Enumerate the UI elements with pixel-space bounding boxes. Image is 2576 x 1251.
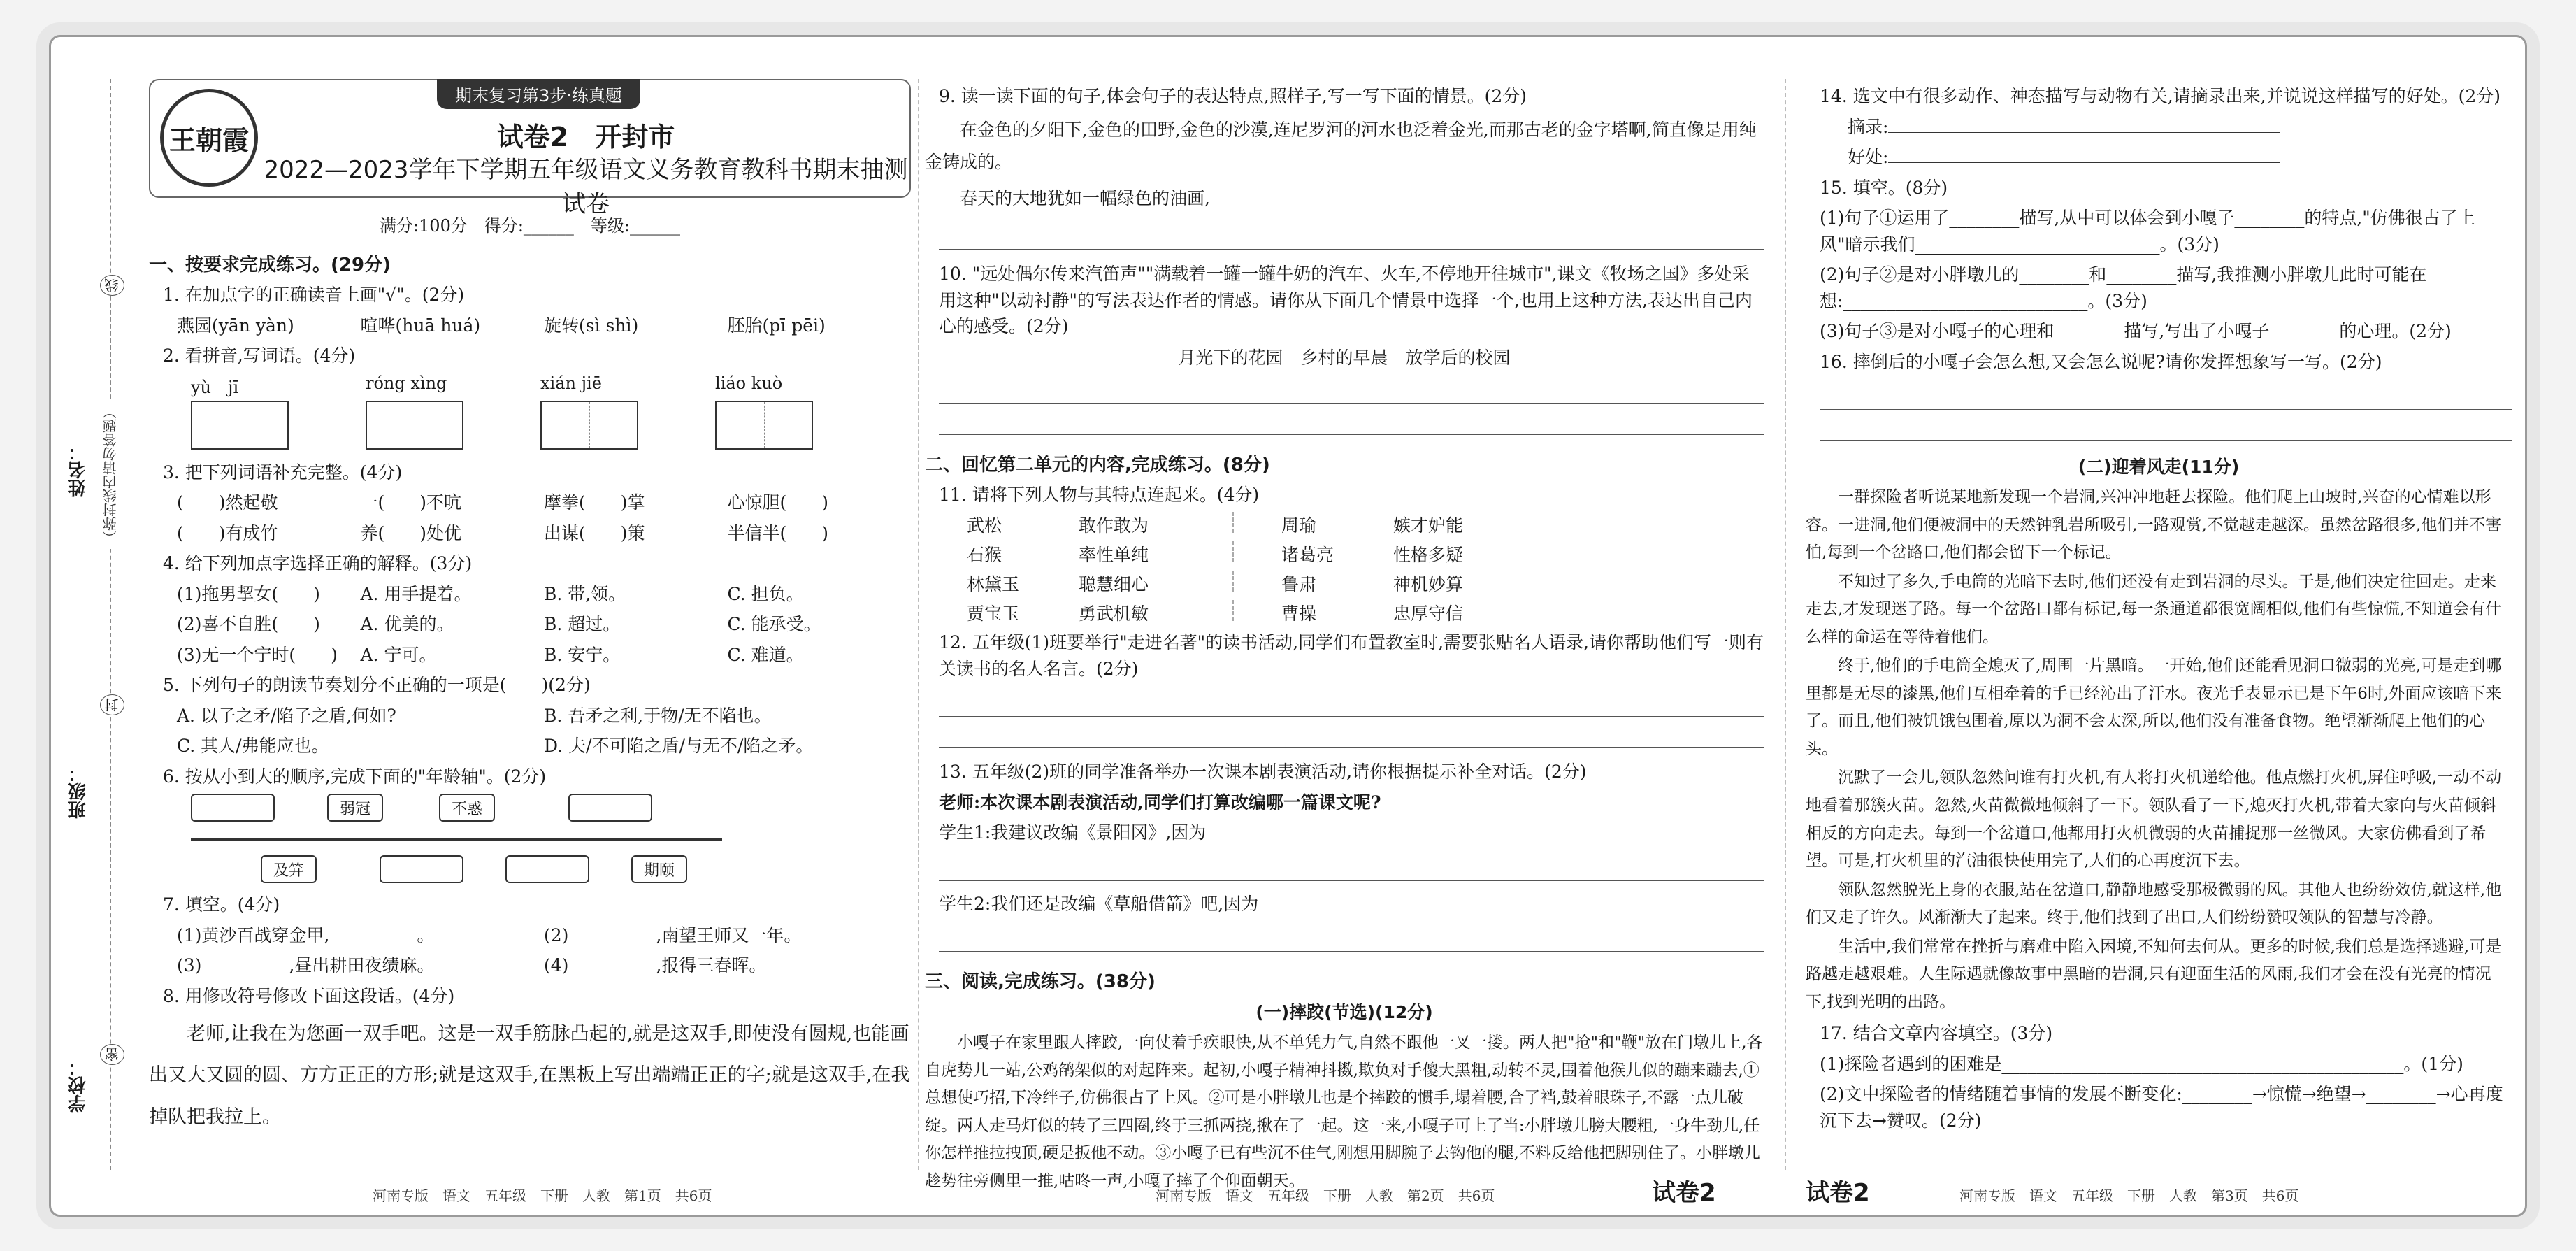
section-heading: 三、阅读,完成练习。(38分)	[925, 971, 1156, 993]
choice-row	[177, 611, 911, 638]
pinyin: xián jiē	[540, 373, 602, 393]
page-footer: 河南专版 语文 五年级 下册 人教 第3页 共6页	[1959, 1187, 2299, 1204]
fill-row	[177, 489, 911, 516]
binding-strip	[65, 79, 135, 1170]
answer-prompt	[1848, 144, 2512, 171]
match-item[interactable]: 敢作敢为	[1079, 515, 1149, 536]
page-divider	[918, 79, 919, 1170]
fill-row	[177, 952, 911, 979]
choice[interactable]: A. 优美的。	[360, 614, 454, 634]
answer-line[interactable]	[1820, 379, 2512, 410]
timeline-blank[interactable]	[380, 855, 463, 883]
choice[interactable]: B. 吾矛之利,于物/无不陷也。	[544, 705, 772, 726]
fill-item[interactable]: ( )然起敬	[177, 492, 278, 513]
answer-blank[interactable]	[1888, 132, 2280, 133]
question: 17. 结合文章内容填空。(3分)	[1820, 1023, 2053, 1044]
page-footer: 河南专版 语文 五年级 下册 人教 第1页 共6页	[373, 1187, 712, 1204]
question: 1. 在加点字的正确读音上画"√"。(2分)	[163, 285, 465, 305]
choice[interactable]: C. 难道。	[727, 644, 804, 665]
page-divider	[1785, 79, 1786, 1170]
seal-line	[110, 79, 111, 1170]
poem-blank[interactable]: (3)__________,昼出耕田夜绩麻。	[177, 955, 435, 975]
match-item[interactable]: 贾宝玉	[967, 603, 1020, 624]
reading-paragraph: 一群探险者听说某地新发现一个岩洞,兴冲冲地赶去探险。他们爬上山坡时,兴奋的心情难以形容。一进洞,他们便被洞中的天然钟乳岩所吸引,一路观赏,不觉越走越深。虽然岔路很多,他们并不害怕,每到一个岔路口,他们都会留下一个标记。	[1806, 488, 2502, 562]
example-sentence: 在金色的夕阳下,金色的田野,金色的沙漠,连尼罗河的河水也泛着金光,而那古老的金字塔啊,简直像是用纯金铸成的。	[925, 119, 1757, 172]
answer-blank[interactable]	[1888, 162, 2280, 163]
question: 8. 用修改符号修改下面这段话。(4分)	[163, 985, 455, 1006]
answer-line[interactable]	[939, 921, 1764, 952]
fill-question[interactable]: (1)探险者遇到的困难是______________________________________________。(1分)	[1820, 1053, 2463, 1074]
choice[interactable]: B. 超过。	[544, 614, 621, 634]
timeline-label: 弱冠	[327, 794, 383, 822]
question: 15. 填空。(8分)	[1820, 177, 1948, 198]
school-label: 学校：	[68, 1058, 89, 1113]
match-item[interactable]: 诸葛亮	[1281, 545, 1334, 566]
timeline-blank[interactable]	[505, 855, 589, 883]
option[interactable]: 胚胎(pī pēi)	[727, 315, 826, 336]
fill-item[interactable]: 半信半( )	[727, 522, 829, 543]
question: 7. 填空。(4分)	[163, 894, 280, 915]
page-3	[1806, 79, 2512, 1170]
reading-paragraph: 不知过了多久,手电筒的光暗下去时,他们还没有走到岩洞的尽头。于是,他们决定往回走。走来走去,才发现迷了路。每一个岔路口都有标记,每一条通道都很宽阔相似,他们有些惊慌,不知道会有什么样的命运在等待着他们。	[1806, 572, 2502, 646]
match-item[interactable]: 鲁肃	[1281, 574, 1317, 595]
exam-header	[149, 79, 911, 218]
question: 13. 五年级(2)班的同学准备举办一次课本剧表演活动,请你根据提示补全对话。(2分)	[939, 762, 1587, 782]
pinyin: yù jī	[191, 377, 239, 397]
fill-row	[177, 520, 911, 547]
answer-label: 好处:	[1848, 147, 1889, 167]
match-item[interactable]: 武松	[967, 515, 1002, 536]
answer-line[interactable]	[939, 404, 1764, 435]
matching-table	[967, 512, 1764, 625]
choice[interactable]: D. 夫/不可陷之盾/与无不/陷之矛。	[544, 736, 814, 756]
question: 2. 看拼音,写词语。(4分)	[163, 345, 356, 366]
match-item[interactable]: 石猴	[967, 545, 1002, 566]
fill-row	[177, 922, 911, 949]
fill-item[interactable]: ( )有成竹	[177, 522, 278, 543]
reading-paragraph: 领队忽然脱光上身的衣服,站在岔道口,静静地感受那极微弱的风。其他人也纷纷效仿,就这样,他们又走了许久。风渐渐大了起来。终于,他们找到了出口,人们纷纷赞叹领队的智慧与冷静。	[1806, 880, 2502, 927]
match-item[interactable]: 林黛玉	[967, 574, 1020, 595]
timeline-axis	[191, 838, 722, 841]
review-band: 期末复习第3步·练真题	[437, 79, 640, 109]
choice-row	[177, 642, 911, 669]
fill-item[interactable]: 心惊胆( )	[727, 492, 829, 513]
choice-stem[interactable]: (1)拖男挈女( )	[177, 583, 320, 604]
class-label: 班级：	[68, 764, 89, 819]
match-item[interactable]: 忠厚守信	[1393, 603, 1464, 624]
answer-label: 摘录:	[1848, 116, 1889, 137]
match-item[interactable]: 神机妙算	[1393, 574, 1464, 595]
exam-title: 试卷2 开封市	[496, 122, 675, 152]
section-heading: 一、按要求完成练习。(29分)	[149, 255, 391, 276]
choice[interactable]: A. 用手提着。	[360, 583, 472, 604]
fill-item[interactable]: 养( )处优	[360, 522, 462, 543]
reading-title: (一)摔跤(节选)(12分)	[1255, 1002, 1433, 1023]
fill-item[interactable]: 出谋( )策	[544, 522, 645, 543]
timeline-label: 及笄	[261, 855, 317, 883]
choice-stem[interactable]: (2)喜不自胜( )	[177, 614, 320, 634]
writing-grids	[191, 401, 911, 450]
option[interactable]: 燕园(yān yàn)	[177, 315, 294, 336]
fill-item[interactable]: 摩拳( )掌	[544, 492, 645, 513]
choice[interactable]: A. 宁可。	[360, 644, 437, 665]
reading-paragraph: 沉默了一会儿,领队忽然问谁有打火机,有人将打火机递给他。他点燃打火机,屏住呼吸,一动不动地看着那簇火苗。忽然,火苗微微地倾斜了一下。领队看了一下,熄灭打火机,带着大家向与火苗倾斜相反的方向走去。每到一个岔道口,他都用打火机微弱的火苗捕捉那一丝微风。大家仿佛看到了希望。可是,打火机里的汽油很快使用完了,人们的心再度沉下去。	[1806, 769, 2502, 871]
reading-paragraph: 终于,他们的手电筒全熄灭了,周围一片黑暗。一开始,他们还能看见洞口微弱的光亮,可是走到哪里都是无尽的漆黑,他们互相牵着的手已经沁出了汗水。夜光手表显示已是下午6时,外面应该暗下来了。而且,他们被饥饿包围着,原以为洞不会太深,所以,他们没有准备食物。绝望渐渐爬上他们的心头。	[1806, 657, 2502, 758]
choice[interactable]: C. 担负。	[727, 583, 804, 604]
timeline-label: 期颐	[631, 855, 687, 883]
seal-mark: 线	[100, 275, 124, 296]
pinyin-row	[191, 373, 911, 398]
seal-note: （弥封线内请勿答题）	[100, 401, 120, 549]
fill-item[interactable]: 一( )不吭	[360, 492, 462, 513]
choice-row	[177, 703, 911, 729]
scene-options: 月光下的花园 乡村的早晨 放学后的校园	[1178, 347, 1511, 368]
exam-sheet	[49, 35, 2527, 1217]
pinyin: róng xìng	[366, 373, 447, 393]
match-item[interactable]: 周瑜	[1281, 515, 1317, 536]
answer-line[interactable]	[939, 686, 1764, 717]
writing-grid[interactable]	[540, 401, 638, 450]
page-1	[149, 79, 911, 1170]
reading-paragraph: 生活中,我们常常在挫折与磨难中陷入困境,不知何去何从。更多的时候,我们总是选择逃避,可是路越走越艰难。人生际遇就像故事中黑暗的岩洞,只有迎面生活的风雨,我们才会在没有光亮的情况下,找到光明的出路。	[1806, 937, 2502, 1011]
question: 5. 下列句子的朗读节奏划分不正确的一项是( )(2分)	[163, 675, 591, 695]
paper-label: 试卷2	[1806, 1179, 1870, 1207]
reading-passage: 小嘎子在家里跟人摔跤,一向仗着手疾眼快,从不单凭力气,自然不跟他一叉一搂。两人把"抢"和"鞭"放在门墩儿上,各自虎势儿一站,公鸡鹐架似的对起阵来。起初,小嘎子精神抖擞,欺负对手傻大黑粗,动转不灵,围着他猴儿似的蹦来蹦去,①总想使巧招,下冷绊子,仿佛很占了上风。②可是小胖墩儿也是个摔跤的惯手,塌着腰,合了裆,鼓着眼珠子,不露一点儿破绽。两人走马灯似的转了三四圈,终于三抓两挠,揪在了一起。这一来,小嘎子可上了当:小胖墩儿膀大腰粗,一身牛劲儿,任你怎样推拉拽顶,硬是扳他不动。③小嘎子已有些沉不住气,刚想用脚腕子去钩他的腿,不料反给他把脚别住了。小胖墩儿趁势往旁侧里一推,咕咚一声,小嘎子摔了个仰面朝天。	[925, 1034, 1763, 1190]
choice[interactable]: A. 以子之矛/陷子之盾,何如?	[177, 705, 396, 726]
answer-line[interactable]	[939, 373, 1764, 404]
answer-line[interactable]	[939, 850, 1764, 881]
match-item[interactable]: 曹操	[1281, 603, 1317, 624]
option[interactable]: 喧哗(huā huá)	[360, 315, 481, 336]
poem-blank[interactable]: (1)黄沙百战穿金甲,__________。	[177, 924, 435, 945]
match-item[interactable]: 嫉才妒能	[1393, 515, 1464, 536]
match-item[interactable]: 聪慧细心	[1079, 574, 1149, 595]
page-2	[925, 79, 1764, 1190]
answer-line[interactable]	[939, 717, 1764, 748]
timeline-blank[interactable]	[191, 794, 275, 822]
name-label: 姓名：	[68, 443, 89, 497]
age-timeline	[191, 794, 722, 885]
fill-question[interactable]: (1)句子①运用了________描写,从中可以体会到小嘎子________的特点,"仿佛很占了上风"暗示我们____________________________。(3分)	[1820, 208, 2475, 255]
choice[interactable]: B. 带,领。	[544, 583, 626, 604]
paper-label: 试卷2	[1652, 1179, 1716, 1207]
brand-logo: 王朝霞	[160, 89, 258, 187]
question: 11. 请将下列人物与其特点连起来。(4分)	[939, 484, 1260, 505]
pinyin: liáo kuò	[715, 373, 783, 393]
match-item[interactable]: 性格多疑	[1393, 545, 1464, 566]
choice-row	[177, 733, 911, 759]
answer-line[interactable]	[939, 219, 1764, 250]
timeline-label: 不惑	[439, 794, 495, 822]
choice[interactable]: C. 其人/弗能应也。	[177, 736, 329, 756]
reading-title: (二)迎着风走(11分)	[2078, 457, 2240, 477]
question: 12. 五年级(1)班要举行"走进名著"的读书活动,同学们布置教室时,需要张贴名人语录,请你帮助他们写一则有关读书的名人名言。(2分)	[939, 632, 1764, 679]
option[interactable]: 旋转(sì shì)	[544, 315, 639, 336]
fill-question[interactable]: (3)句子③是对小嘎子的心理和________描写,写出了小嘎子________的心理。(2分)	[1820, 321, 2452, 341]
answer-prompt	[1848, 114, 2512, 141]
question: 6. 按从小到大的顺序,完成下面的"年龄轴"。(2分)	[163, 766, 547, 787]
question: 14. 选文中有很多动作、神态描写与动物有关,请摘录出来,并说说这样描写的好处。(2分)	[1820, 86, 2501, 106]
writing-grid[interactable]	[191, 401, 289, 450]
match-item[interactable]: 率性单纯	[1079, 545, 1149, 566]
question: 4. 给下列加点字选择正确的解释。(3分)	[163, 553, 473, 573]
question: 16. 摔倒后的小嘎子会怎么想,又会怎么说呢?请你发挥想象写一写。(2分)	[1820, 351, 2382, 372]
page-footer: 河南专版 语文 五年级 下册 人教 第2页 共6页	[1156, 1187, 1495, 1204]
edit-passage[interactable]: 老师,让我在为您画一双手吧。这是一双手筋脉凸起的,就是这双手,即使没有圆规,也能画出又大又圆的圆、方方正正的方形;就是这双手,在黑板上写出端端正正的字;就是这双手,在我掉队把我拉上。	[149, 1023, 910, 1128]
seal-mark: 封	[100, 694, 124, 715]
question: 3. 把下列词语补充完整。(4分)	[163, 462, 403, 482]
option-row	[177, 313, 911, 339]
exam-subtitle: 2022—2023学年下学期五年级语文义务教育教科书期末抽测试卷	[264, 156, 908, 218]
section-heading: 二、回忆第二单元的内容,完成练习。(8分)	[925, 454, 1270, 476]
dialogue-student: 学生2:我们还是改编《草船借箭》吧,因为	[939, 893, 1259, 914]
writing-grid[interactable]	[715, 401, 813, 450]
choice[interactable]: C. 能承受。	[727, 614, 821, 634]
choice[interactable]: B. 安宁。	[544, 644, 621, 665]
choice-row	[177, 581, 911, 608]
fill-question[interactable]: (2)文中探险者的情绪随着事情的发展不断变化:________→惊慌→绝望→________→心再度沉下去→赞叹。(2分)	[1820, 1084, 2503, 1131]
prompt: 春天的大地犹如一幅绿色的油画,	[960, 188, 1210, 208]
answer-line[interactable]	[1820, 410, 2512, 441]
poem-blank[interactable]: (2)__________,南望王师又一年。	[544, 924, 802, 945]
timeline-blank[interactable]	[568, 794, 652, 822]
question: 9. 读一读下面的句子,体会句子的表达特点,照样子,写一写下面的情景。(2分)	[939, 86, 1527, 106]
dialogue-student: 学生1:我建议改编《景阳冈》,因为	[939, 822, 1207, 843]
question: 10. "远处偶尔传来汽笛声""满载着一罐一罐牛奶的汽车、火车,不停地开往城市",课文《牧场之国》多处采用这种"以动衬静"的写法表达作者的情感。请你从下面几个情景中选择一个,也用上这种方法,表达出自己内心的感受。(2分)	[939, 264, 1753, 337]
match-item[interactable]: 勇武机敏	[1079, 603, 1149, 624]
fill-question[interactable]: (2)句子②是对小胖墩儿的________和________描写,我推测小胖墩儿此时可能在想:____________________________。(3分)	[1820, 264, 2427, 311]
poem-blank[interactable]: (4)__________,报得三春晖。	[544, 955, 767, 975]
writing-grid[interactable]	[366, 401, 463, 450]
dialogue-teacher: 老师:本次课本剧表演活动,同学们打算改编哪一篇课文呢?	[939, 792, 1381, 813]
seal-mark: 密	[100, 1044, 124, 1065]
score-line: 满分:100分 得分:______ 等级:______	[379, 216, 681, 236]
choice-stem[interactable]: (3)无一个宁时( )	[177, 644, 338, 665]
